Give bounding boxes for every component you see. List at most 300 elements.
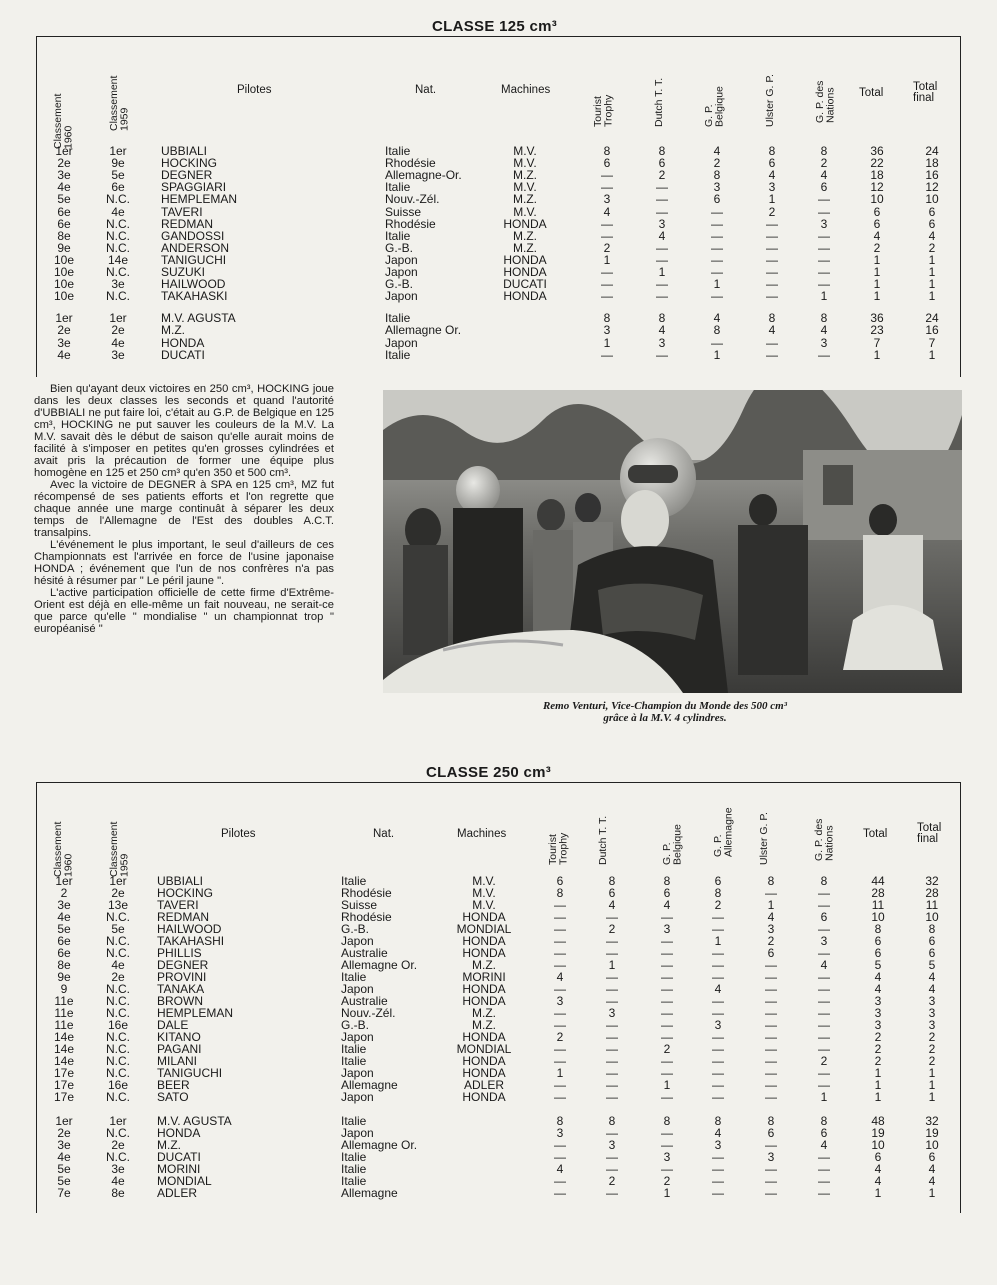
cell-name: DUCATI bbox=[161, 347, 205, 362]
cell-race-points: 6 bbox=[556, 874, 564, 888]
cell-race-points: 2 bbox=[658, 168, 666, 183]
cell-machine: MONDIAL bbox=[456, 922, 512, 936]
cell-race-points: — bbox=[554, 1186, 566, 1200]
cell-rank-1960: 5e bbox=[57, 1174, 71, 1188]
cell-machine: M.V. bbox=[513, 156, 537, 171]
rider-row bbox=[37, 242, 960, 254]
cell-race-points: 6 bbox=[768, 156, 776, 171]
cell-race-points: — bbox=[661, 946, 673, 960]
cell-race-points: — bbox=[711, 204, 723, 219]
cell-machine: M.Z. bbox=[513, 168, 537, 183]
cell-race-points: — bbox=[601, 180, 613, 195]
cell-race-points: — bbox=[554, 1090, 566, 1104]
cell-total-final: 6 bbox=[928, 946, 936, 960]
cell-rank-1959: N.C. bbox=[106, 240, 130, 255]
cell-race-points: — bbox=[818, 252, 830, 267]
cell-race-points: — bbox=[606, 1162, 618, 1176]
cell-rank-1960: 3e bbox=[57, 335, 71, 350]
cell-race-points: 8 bbox=[556, 1114, 564, 1128]
cell-machine: HONDA bbox=[462, 910, 506, 924]
cell-total-final: 1 bbox=[928, 1186, 936, 1200]
cell-race-points: 6 bbox=[767, 946, 775, 960]
cell-race-points: — bbox=[554, 1078, 566, 1092]
cell-race-points: — bbox=[818, 1174, 830, 1188]
hdr-machines: Machines bbox=[501, 84, 551, 96]
cell-total-final: 28 bbox=[925, 886, 939, 900]
cell-total-final: 16 bbox=[925, 323, 939, 338]
cell-race-points: 2 bbox=[713, 156, 721, 171]
cell-rank-1960: 3e bbox=[57, 898, 71, 912]
cell-total-final: 4 bbox=[928, 970, 936, 984]
hdr-race-3: G. P. Belgique bbox=[703, 86, 726, 127]
cell-name: TAVERI bbox=[157, 898, 199, 912]
cell-race-points: — bbox=[818, 1186, 830, 1200]
rider-row bbox=[37, 230, 960, 242]
cell-race-points: 8 bbox=[714, 1114, 722, 1128]
cell-race-points: 8 bbox=[820, 144, 828, 158]
cell-race-points: — bbox=[661, 1066, 673, 1080]
cell-race-points: — bbox=[766, 277, 778, 292]
cell-nat: Italie bbox=[385, 144, 411, 158]
cell-machine: HONDA bbox=[462, 934, 506, 948]
cell-name: TAKAHASKI bbox=[161, 289, 228, 304]
cell-total: 7 bbox=[873, 335, 881, 350]
cell-race-points: — bbox=[554, 910, 566, 924]
cell-race-points: — bbox=[712, 1162, 724, 1176]
cell-name: ADLER bbox=[157, 1186, 198, 1200]
cell-race-points: — bbox=[818, 347, 830, 362]
cell-nat: Allemagne-Or. bbox=[385, 168, 462, 183]
cell-race-points: 4 bbox=[820, 168, 828, 183]
cell-race-points: 4 bbox=[603, 204, 611, 219]
cell-race-points: — bbox=[656, 240, 668, 255]
article-paragraph: Avec la victoire de DEGNER à SPA en 125 cm³, MZ fut récompensé de ses patients efforts et l'on regrette que chaque année une marge continuât à séparer les deux temps de l'Allemagne de l'Est des doubles A.C.T. transalpins. bbox=[34, 479, 334, 539]
cell-race-points: — bbox=[818, 192, 830, 207]
cell-rank-1960: 11e bbox=[54, 1018, 74, 1032]
cell-total: 18 bbox=[870, 168, 884, 183]
cell-race-points: — bbox=[656, 180, 668, 195]
cell-race-points: 3 bbox=[658, 216, 666, 231]
cell-machine: M.Z. bbox=[472, 958, 496, 972]
cell-race-points: — bbox=[712, 1006, 724, 1020]
cell-name: TAKAHASHI bbox=[157, 934, 225, 948]
cell-total-final: 16 bbox=[925, 168, 939, 183]
cell-race-points: — bbox=[661, 1162, 673, 1176]
hdr-pilotes: Pilotes bbox=[221, 828, 256, 840]
cell-machine: DUCATI bbox=[503, 277, 547, 292]
hdr-race-1: Tourist Trophy bbox=[547, 832, 570, 865]
cell-name: M.V. AGUSTA bbox=[157, 1114, 232, 1128]
cell-total-final: 6 bbox=[928, 204, 936, 219]
cell-name: PHILLIS bbox=[157, 946, 202, 960]
cell-race-points: — bbox=[554, 898, 566, 912]
cell-race-points: — bbox=[765, 982, 777, 996]
cell-race-points: — bbox=[601, 168, 613, 183]
cell-total: 8 bbox=[874, 922, 882, 936]
hdr-machines: Machines bbox=[457, 828, 507, 840]
cell-race-points: 8 bbox=[768, 311, 776, 326]
cell-rank-1959: N.C. bbox=[106, 1066, 130, 1080]
cell-race-points: 8 bbox=[820, 311, 828, 326]
cell-race-points: 8 bbox=[820, 874, 828, 888]
cell-total-final: 1 bbox=[928, 289, 936, 304]
hdr-total: Total bbox=[863, 828, 888, 840]
cell-race-points: 2 bbox=[556, 1030, 564, 1044]
cell-race-points: — bbox=[601, 289, 613, 304]
cell-total-final: 4 bbox=[928, 1174, 936, 1188]
cell-race-points: — bbox=[554, 1174, 566, 1188]
cell-nat: Allemagne Or. bbox=[385, 323, 462, 338]
cell-race-points: — bbox=[818, 994, 830, 1008]
cell-name: M.Z. bbox=[157, 1138, 181, 1152]
cell-total: 2 bbox=[874, 1030, 882, 1044]
cell-race-points: 8 bbox=[608, 874, 616, 888]
cell-race-points: — bbox=[656, 347, 668, 362]
cell-race-points: — bbox=[818, 204, 830, 219]
cell-nat: Italie bbox=[385, 311, 411, 326]
cell-total-final: 5 bbox=[928, 958, 936, 972]
cell-total: 10 bbox=[871, 910, 885, 924]
cell-total: 1 bbox=[874, 1066, 882, 1080]
cell-nat: Japon bbox=[341, 1066, 374, 1080]
title-125: CLASSE 125 cm³ bbox=[432, 18, 558, 35]
cell-race-points: — bbox=[554, 946, 566, 960]
cell-race-points: — bbox=[818, 1078, 830, 1092]
cell-total: 3 bbox=[874, 1018, 882, 1032]
cell-rank-1960: 5e bbox=[57, 192, 71, 207]
cell-race-points: 4 bbox=[556, 1162, 564, 1176]
cell-race-points: 4 bbox=[608, 898, 616, 912]
cell-name: PROVINI bbox=[157, 970, 207, 984]
cell-name: M.Z. bbox=[161, 323, 185, 338]
cell-rank-1960: 14e bbox=[53, 1030, 75, 1044]
cell-race-points: 3 bbox=[608, 1006, 616, 1020]
cell-total: 1 bbox=[874, 1078, 882, 1092]
cell-rank-1960: 6e bbox=[57, 204, 71, 219]
cell-rank-1960: 1er bbox=[55, 311, 73, 326]
cell-name: PAGANI bbox=[157, 1042, 202, 1056]
cell-race-points: — bbox=[711, 265, 723, 279]
cell-race-points: 6 bbox=[663, 886, 671, 900]
cell-race-points: — bbox=[554, 1042, 566, 1056]
cell-total-final: 1 bbox=[928, 277, 936, 292]
cell-rank-1959: 5e bbox=[111, 168, 125, 183]
cell-race-points: — bbox=[818, 228, 830, 243]
hdr-race-6: G. P. des Nations bbox=[813, 818, 836, 861]
cell-race-points: 1 bbox=[714, 934, 722, 948]
cell-race-points: 4 bbox=[820, 1138, 828, 1152]
cell-machine: MONDIAL bbox=[456, 1042, 512, 1056]
cell-rank-1959: N.C. bbox=[106, 289, 130, 304]
cell-nat: Japon bbox=[341, 982, 374, 996]
cell-race-points: — bbox=[818, 1042, 830, 1056]
cell-race-points: 1 bbox=[768, 192, 776, 207]
cell-name: DEGNER bbox=[161, 168, 213, 183]
cell-race-points: — bbox=[554, 958, 566, 972]
cell-rank-1960: 1er bbox=[55, 874, 73, 888]
cell-total-final: 10 bbox=[925, 1138, 939, 1152]
cell-race-points: — bbox=[606, 1030, 618, 1044]
cell-machine: M.V. bbox=[472, 874, 496, 888]
cell-nat: Australie bbox=[341, 946, 388, 960]
cell-race-points: — bbox=[766, 265, 778, 279]
cell-total-final: 1 bbox=[928, 252, 936, 267]
article-paragraph: L'active participation officielle de cette firme d'Extrême-Orient est déjà en elle-même un fait nouveau, ne serait-ce que parce qu'elle " mondialise " un championnat trop " européanisé " bbox=[34, 587, 334, 635]
cell-nat: Japon bbox=[341, 1126, 374, 1140]
cell-total-final: 18 bbox=[925, 156, 939, 171]
cell-total-final: 1 bbox=[928, 1078, 936, 1092]
cell-nat: Australie bbox=[341, 994, 388, 1008]
cell-machine: HONDA bbox=[503, 289, 547, 304]
cell-total: 36 bbox=[870, 144, 884, 158]
cell-race-points: — bbox=[606, 1066, 618, 1080]
cell-race-points: 3 bbox=[556, 994, 564, 1008]
cell-nat: Italie bbox=[385, 228, 411, 243]
cell-name: HAILWOOD bbox=[157, 922, 222, 936]
cell-race-points: — bbox=[712, 1066, 724, 1080]
cell-race-points: 3 bbox=[663, 922, 671, 936]
cell-rank-1959: 13e bbox=[107, 898, 129, 912]
cell-name: REDMAN bbox=[161, 216, 214, 231]
cell-rank-1959: N.C. bbox=[106, 1150, 130, 1164]
cell-race-points: 1 bbox=[713, 347, 721, 362]
cell-race-points: 3 bbox=[713, 180, 721, 195]
cell-race-points: — bbox=[661, 1030, 673, 1044]
cell-rank-1959: N.C. bbox=[106, 216, 130, 231]
cell-race-points: — bbox=[711, 216, 723, 231]
cell-total: 1 bbox=[873, 265, 881, 279]
cell-race-points: — bbox=[818, 898, 830, 912]
cell-name: DALE bbox=[157, 1018, 189, 1032]
cell-total: 23 bbox=[870, 323, 884, 338]
cell-race-points: — bbox=[656, 289, 668, 304]
cell-race-points: 3 bbox=[768, 180, 776, 195]
cell-race-points: 3 bbox=[608, 1138, 616, 1152]
cell-race-points: — bbox=[818, 1030, 830, 1044]
cell-nat: Allemagne bbox=[341, 1078, 398, 1092]
cell-rank-1960: 9e bbox=[57, 970, 71, 984]
cell-race-points: — bbox=[554, 934, 566, 948]
cell-rank-1960: 7e bbox=[57, 1186, 71, 1200]
cell-race-points: — bbox=[661, 958, 673, 972]
cell-race-points: — bbox=[554, 982, 566, 996]
cell-total: 11 bbox=[871, 898, 885, 912]
cell-race-points: — bbox=[661, 994, 673, 1008]
cell-race-points: — bbox=[765, 1030, 777, 1044]
cell-race-points: — bbox=[818, 1162, 830, 1176]
cell-total-final: 11 bbox=[925, 898, 939, 912]
cell-nat: Japon bbox=[341, 934, 374, 948]
cell-nat: Italie bbox=[341, 970, 367, 984]
cell-rank-1960: 14e bbox=[53, 1054, 75, 1068]
cell-nat: Nouv.-Zél. bbox=[341, 1006, 396, 1020]
cell-total-final: 6 bbox=[928, 1150, 936, 1164]
cell-race-points: — bbox=[766, 216, 778, 231]
cell-total-final: 19 bbox=[925, 1126, 939, 1140]
cell-rank-1960: 4e bbox=[57, 180, 71, 195]
cell-nat: Italie bbox=[341, 1162, 367, 1176]
cell-race-points: — bbox=[554, 1018, 566, 1032]
cell-total-final: 6 bbox=[928, 934, 936, 948]
cell-race-points: 3 bbox=[658, 335, 666, 350]
cell-race-points: — bbox=[601, 277, 613, 292]
cell-total-final: 4 bbox=[928, 1162, 936, 1176]
cell-total-final: 10 bbox=[925, 192, 939, 207]
cell-machine: M.Z. bbox=[513, 228, 537, 243]
cell-race-points: 8 bbox=[713, 168, 721, 183]
cell-nat: G.-B. bbox=[385, 240, 414, 255]
cell-race-points: — bbox=[711, 289, 723, 304]
cell-nat: Japon bbox=[385, 289, 418, 304]
cell-name: HEMPLEMAN bbox=[157, 1006, 234, 1020]
cell-race-points: — bbox=[765, 958, 777, 972]
photo-caption bbox=[460, 700, 870, 724]
cell-race-points: 4 bbox=[714, 982, 722, 996]
cell-name: HAILWOOD bbox=[161, 277, 226, 292]
cell-total: 3 bbox=[874, 1006, 882, 1020]
cell-race-points: — bbox=[554, 922, 566, 936]
cell-race-points: — bbox=[766, 335, 778, 350]
cell-name: MORINI bbox=[157, 1162, 201, 1176]
cell-rank-1960: 11e bbox=[54, 1006, 74, 1020]
cell-rank-1959: N.C. bbox=[106, 982, 130, 996]
hdr-race-2: Dutch T. T. bbox=[653, 77, 665, 127]
cell-race-points: — bbox=[765, 1090, 777, 1104]
cell-race-points: — bbox=[712, 1186, 724, 1200]
hdr-classement-1960: Classement 1960 bbox=[52, 93, 75, 149]
cell-rank-1960: 3e bbox=[57, 1138, 71, 1152]
cell-total: 12 bbox=[870, 180, 884, 195]
cell-race-points: — bbox=[766, 240, 778, 255]
cell-machine: HONDA bbox=[462, 994, 506, 1008]
cell-race-points: 8 bbox=[663, 1114, 671, 1128]
cell-rank-1959: N.C. bbox=[106, 934, 130, 948]
cell-race-points: — bbox=[606, 994, 618, 1008]
cell-rank-1959: 1er bbox=[109, 311, 127, 326]
cell-race-points: — bbox=[818, 240, 830, 255]
cell-race-points: — bbox=[712, 1054, 724, 1068]
cell-race-points: — bbox=[606, 1090, 618, 1104]
cell-race-points: 3 bbox=[603, 323, 611, 338]
cell-nat: Allemagne Or. bbox=[341, 958, 418, 972]
rider-row bbox=[37, 290, 960, 302]
caption-line-1: Remo Venturi, Vice-Champion du Monde des 500 cm³ bbox=[542, 700, 788, 712]
cell-nat: Italie bbox=[341, 1042, 367, 1056]
cell-total-final: 3 bbox=[928, 1006, 936, 1020]
cell-race-points: 2 bbox=[608, 922, 616, 936]
cell-race-points: 4 bbox=[767, 910, 775, 924]
cell-race-points: 1 bbox=[658, 265, 666, 279]
cell-race-points: 2 bbox=[608, 1174, 616, 1188]
cell-total: 5 bbox=[874, 958, 882, 972]
cell-total: 1 bbox=[873, 252, 881, 267]
cell-nat: Rhodésie bbox=[341, 910, 392, 924]
cell-rank-1960: 1er bbox=[55, 1114, 73, 1128]
cell-name: TANIGUCHI bbox=[157, 1066, 223, 1080]
cell-total-final: 32 bbox=[925, 874, 939, 888]
cell-total: 6 bbox=[874, 934, 882, 948]
cell-name: TANAKA bbox=[157, 982, 205, 996]
cell-rank-1959: 9e bbox=[111, 156, 125, 171]
cell-name: KITANO bbox=[157, 1030, 201, 1044]
cell-race-points: 8 bbox=[603, 311, 611, 326]
cell-race-points: — bbox=[712, 1150, 724, 1164]
cell-rank-1960: 9e bbox=[57, 240, 71, 255]
cell-race-points: — bbox=[661, 1090, 673, 1104]
cell-rank-1960: 6e bbox=[57, 934, 71, 948]
cell-rank-1960: 3e bbox=[57, 168, 71, 183]
hdr-race-1: Tourist Trophy bbox=[592, 94, 615, 127]
cell-race-points: — bbox=[712, 1174, 724, 1188]
cell-race-points: — bbox=[661, 910, 673, 924]
cell-total: 4 bbox=[874, 1174, 882, 1188]
cell-machine: M.Z. bbox=[513, 192, 537, 207]
cell-race-points: — bbox=[818, 1066, 830, 1080]
cell-race-points: 3 bbox=[556, 1126, 564, 1140]
cell-race-points: — bbox=[656, 277, 668, 292]
cell-rank-1960: 2e bbox=[57, 1126, 71, 1140]
cell-rank-1960: 1er bbox=[55, 144, 73, 158]
cell-machine: M.V. bbox=[472, 886, 496, 900]
cell-rank-1959: 4e bbox=[111, 335, 125, 350]
cell-race-points: — bbox=[554, 1138, 566, 1152]
cell-total: 2 bbox=[873, 240, 881, 255]
cell-total: 1 bbox=[874, 1090, 882, 1104]
cell-rank-1959: 4e bbox=[111, 958, 125, 972]
cell-nat: Italie bbox=[385, 347, 411, 362]
cell-race-points: 8 bbox=[658, 144, 666, 158]
maker-row bbox=[37, 1187, 960, 1199]
cell-rank-1960: 6e bbox=[57, 216, 71, 231]
cell-race-points: — bbox=[712, 958, 724, 972]
cell-nat: Allemagne bbox=[341, 1186, 398, 1200]
cell-race-points: 3 bbox=[714, 1018, 722, 1032]
cell-race-points: 1 bbox=[713, 277, 721, 292]
cell-machine: HONDA bbox=[503, 265, 547, 279]
cell-race-points: — bbox=[818, 277, 830, 292]
cell-race-points: 4 bbox=[768, 168, 776, 183]
cell-total: 10 bbox=[871, 1138, 885, 1152]
cell-rank-1959: 5e bbox=[111, 922, 125, 936]
cell-race-points: 2 bbox=[603, 240, 611, 255]
cell-machine: HONDA bbox=[503, 252, 547, 267]
cell-race-points: 4 bbox=[820, 958, 828, 972]
rider-row bbox=[37, 193, 960, 205]
cell-name: DUCATI bbox=[157, 1150, 201, 1164]
cell-race-points: — bbox=[601, 265, 613, 279]
cell-race-points: — bbox=[766, 252, 778, 267]
cell-race-points: 1 bbox=[603, 335, 611, 350]
cell-race-points: — bbox=[765, 970, 777, 984]
cell-race-points: — bbox=[818, 982, 830, 996]
cell-race-points: 8 bbox=[820, 1114, 828, 1128]
cell-machine: HONDA bbox=[462, 1090, 506, 1104]
cell-race-points: 2 bbox=[768, 204, 776, 219]
cell-total: 3 bbox=[874, 994, 882, 1008]
cell-race-points: 1 bbox=[663, 1078, 671, 1092]
cell-rank-1959: N.C. bbox=[106, 265, 130, 279]
cell-nat: Japon bbox=[385, 252, 418, 267]
cell-rank-1959: 3e bbox=[111, 1162, 125, 1176]
cell-total-final: 3 bbox=[928, 994, 936, 1008]
cell-rank-1959: 6e bbox=[111, 180, 125, 195]
cell-total: 6 bbox=[873, 204, 881, 219]
cell-race-points: 8 bbox=[767, 874, 775, 888]
maker-row bbox=[37, 324, 960, 336]
cell-rank-1960: 2 bbox=[60, 886, 68, 900]
cell-race-points: — bbox=[554, 1150, 566, 1164]
cell-machine: ADLER bbox=[463, 1078, 504, 1092]
